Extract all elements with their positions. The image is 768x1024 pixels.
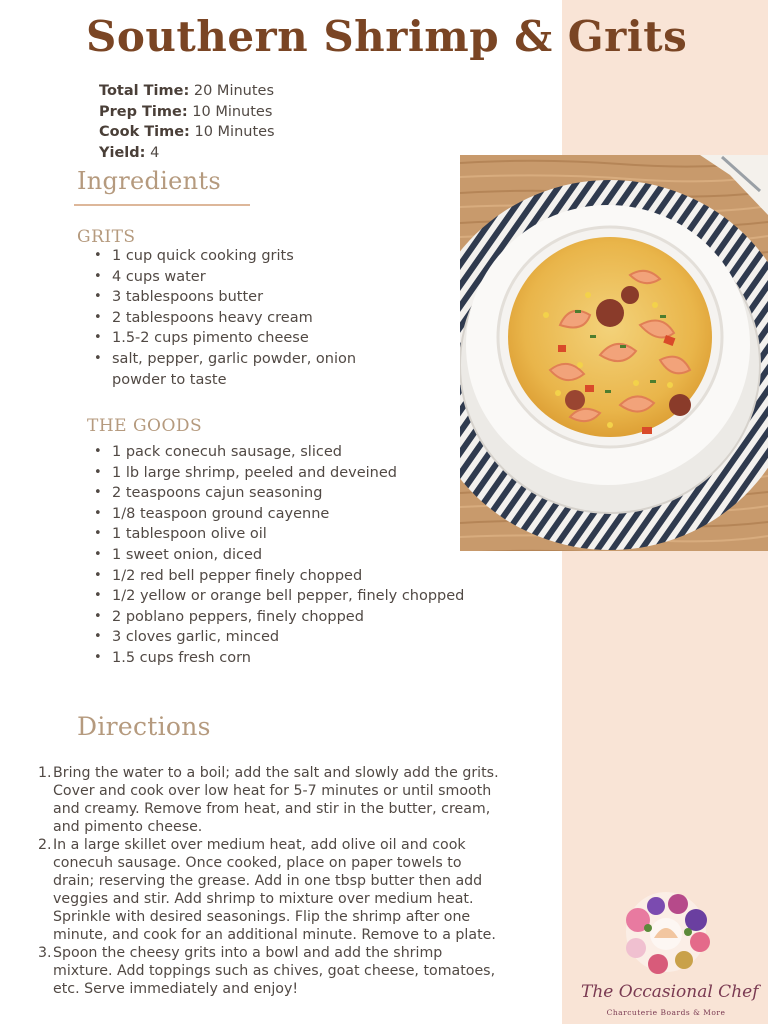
list-item: • 1 sweet onion, diced xyxy=(92,545,464,566)
floral-wreath-icon xyxy=(578,880,754,980)
food-photo-illustration xyxy=(460,155,768,551)
list-item: • 3 cloves garlic, minced xyxy=(92,627,464,648)
total-time: Total Time: 20 Minutes xyxy=(99,83,275,99)
list-item: • 3 tablespoons butter xyxy=(92,287,356,308)
direction-step: 1. Bring the water to a boil; add the salt and slowly add the grits. Cover and cook over low heat for 5-7 minutes or until smooth and creamy. Remove from heat, and stir in the butter, cream, and pimento cheese. xyxy=(38,765,499,835)
page-title: Southern Shrimp & Grits xyxy=(86,12,688,61)
shrimp-grits-photo xyxy=(460,155,768,551)
recipe-meta xyxy=(99,81,275,163)
list-item: • 1/8 teaspoon ground cayenne xyxy=(92,504,464,525)
list-item: • 2 teaspoons cajun seasoning xyxy=(92,483,464,504)
prep-time: Prep Time: 10 Minutes xyxy=(99,103,273,120)
cook-time: Cook Time: 10 Minutes xyxy=(99,124,275,140)
list-item: • 1/2 yellow or orange bell pepper, finely chopped xyxy=(92,586,464,607)
yield: Yield: 4 xyxy=(99,144,160,161)
grits-list xyxy=(92,246,356,390)
directions-heading: Directions xyxy=(77,712,211,741)
list-item: • 1 pack conecuh sausage, sliced xyxy=(92,442,464,463)
directions-list xyxy=(38,764,548,998)
list-item: • salt, pepper, garlic powder, onion xyxy=(92,349,356,370)
grits-heading: GRITS xyxy=(77,227,136,247)
list-item: • 1.5-2 cups pimento cheese xyxy=(92,328,356,349)
list-item: • 2 tablespoons heavy cream xyxy=(92,308,356,329)
list-item: • 1 cup quick cooking grits xyxy=(92,246,356,267)
list-item-continued: powder to taste xyxy=(112,371,227,388)
ingredients-heading: Ingredients xyxy=(77,167,221,195)
direction-step: 2. In a large skillet over medium heat, add olive oil and cook conecuh sausage. Once cooked, place on paper towels to drain; reserving the grease. Add in one tbsp butter then add veggies and stir. Add shrimp to mixture over medium heat. Sprinkle with desired seasonings. Flip the shrimp after one minute, and cook for an additional minute. Remove to a plate. xyxy=(38,837,496,943)
list-item: • 4 cups water xyxy=(92,267,356,288)
goods-heading: THE GOODS xyxy=(87,416,203,436)
list-item: • 1 lb large shrimp, peeled and deveined xyxy=(92,463,464,484)
list-item: • 1 tablespoon olive oil xyxy=(92,524,464,545)
list-item: • 1/2 red bell pepper finely chopped xyxy=(92,566,464,587)
direction-step: 3. Spoon the cheesy grits into a bowl and add the shrimp mixture. Add toppings such as chives, goat cheese, tomatoes, etc. Serve immediately and enjoy! xyxy=(38,945,496,997)
brand-tagline: Charcuterie Boards & More xyxy=(606,1008,726,1017)
brand-name: The Occasional Chef xyxy=(581,982,759,1002)
goods-list xyxy=(92,442,464,669)
list-item: • 1.5 cups fresh corn xyxy=(92,648,464,669)
list-item: • 2 poblano peppers, finely chopped xyxy=(92,607,464,628)
ingredients-divider xyxy=(74,204,250,206)
